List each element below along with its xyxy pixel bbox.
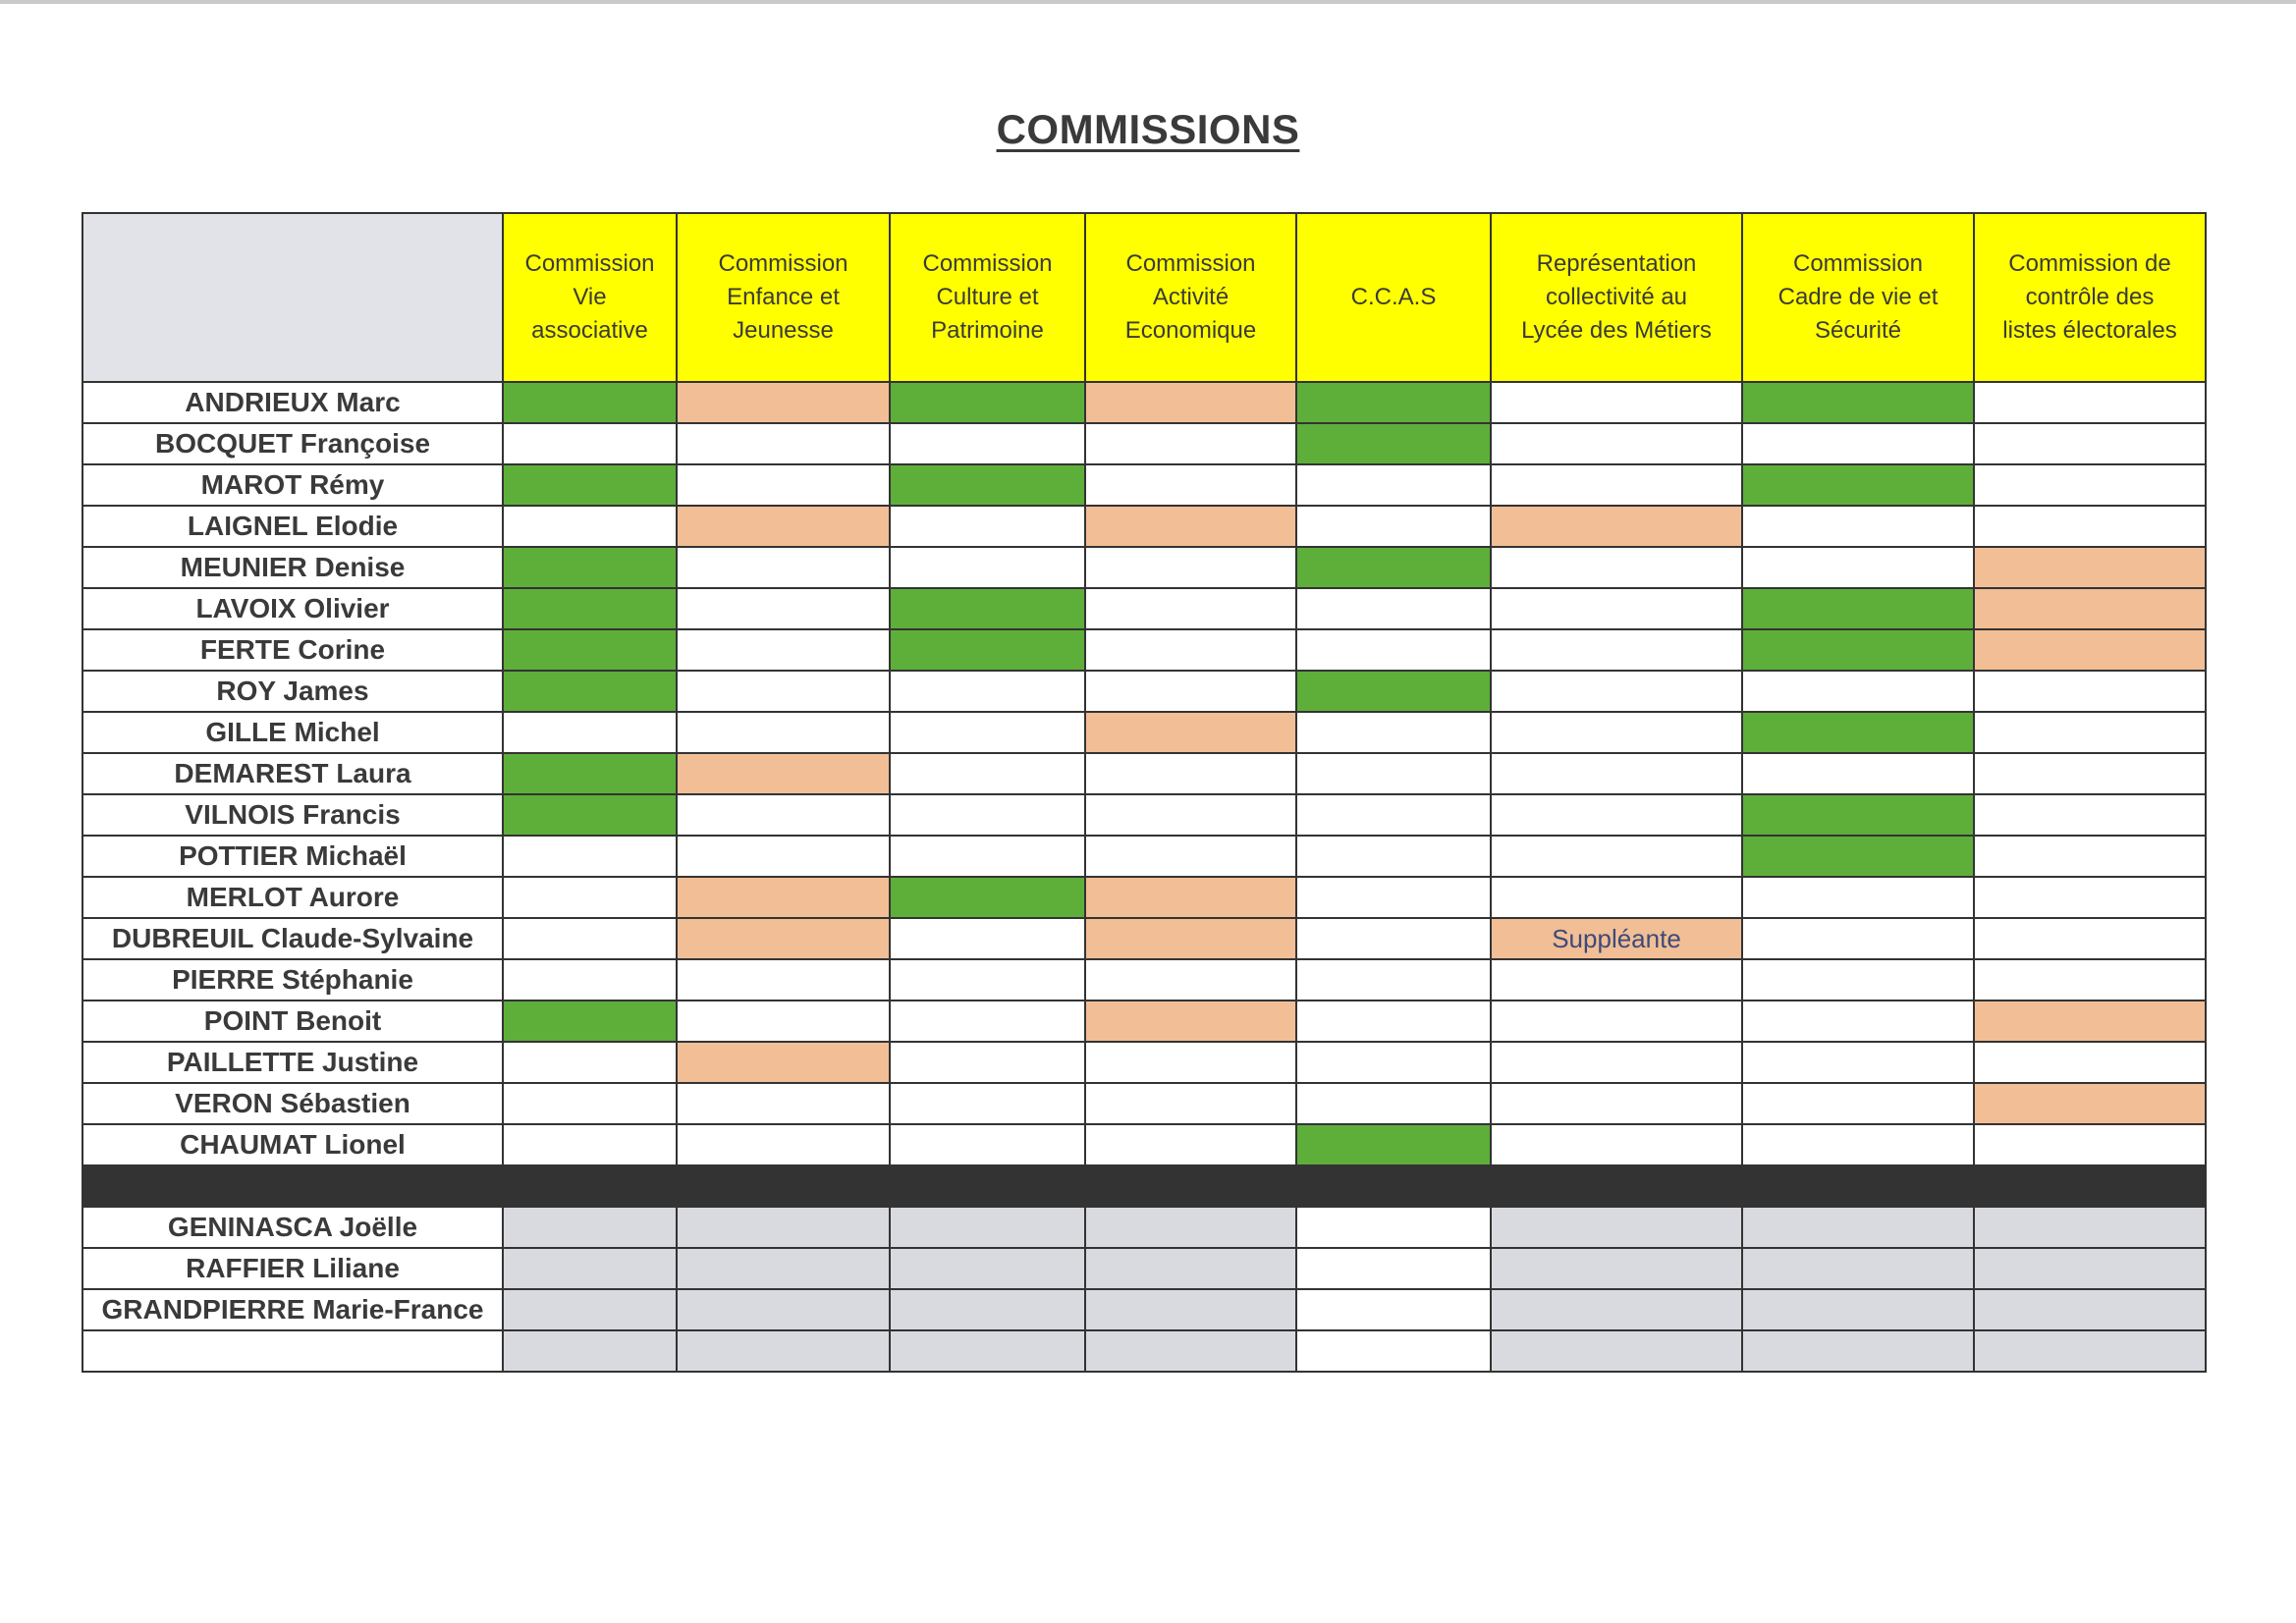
- empty-cell: [677, 588, 890, 629]
- empty-cell: [1742, 918, 1974, 959]
- table-row: [82, 423, 2206, 464]
- member-name: PAILLETTE Justine: [82, 1042, 503, 1083]
- column-header-line: associative: [531, 317, 648, 344]
- table-row: [82, 918, 2206, 959]
- member-name: VERON Sébastien: [82, 1083, 503, 1124]
- table-row: [82, 671, 2206, 712]
- table-row: [82, 1207, 2206, 1248]
- member-name: POTTIER Michaël: [82, 836, 503, 877]
- substitute-cell: [677, 918, 890, 959]
- table-row: [82, 1330, 2206, 1372]
- empty-cell: [1742, 1124, 1974, 1165]
- member-name: POINT Benoit: [82, 1001, 503, 1042]
- column-header-line: Lycée des Métiers: [1521, 317, 1712, 344]
- member-name: MERLOT Aurore: [82, 877, 503, 918]
- member-name: BOCQUET Françoise: [82, 423, 503, 464]
- membership-cell: [503, 794, 677, 836]
- empty-cell: [890, 1083, 1085, 1124]
- column-header-line: Commission de: [2008, 250, 2171, 277]
- empty-cell: [677, 794, 890, 836]
- separator-cell: [890, 1165, 1085, 1207]
- separator-cell: [503, 1165, 677, 1207]
- membership-cell: [1296, 1124, 1491, 1165]
- column-header-line: Cadre de vie et: [1777, 284, 1939, 310]
- empty-cell: [1085, 1124, 1296, 1165]
- empty-cell: [1296, 588, 1491, 629]
- page-title: COMMISSIONS: [996, 106, 1300, 152]
- empty-cell: [890, 547, 1085, 588]
- table-row: [82, 464, 2206, 506]
- empty-cell: [1085, 547, 1296, 588]
- membership-cell: [503, 629, 677, 671]
- empty-cell: [1296, 1042, 1491, 1083]
- table-row: [82, 588, 2206, 629]
- empty-cell: [1491, 1124, 1742, 1165]
- member-name: MEUNIER Denise: [82, 547, 503, 588]
- shaded-cell: [890, 1330, 1085, 1372]
- empty-cell: [1491, 382, 1742, 423]
- substitute-cell: [1085, 918, 1296, 959]
- membership-cell: [1742, 588, 1974, 629]
- shaded-cell: [890, 1289, 1085, 1330]
- table-row: [82, 547, 2206, 588]
- shaded-cell: [1085, 1330, 1296, 1372]
- empty-cell: [1085, 1083, 1296, 1124]
- empty-cell: [1085, 464, 1296, 506]
- empty-cell: [677, 959, 890, 1001]
- empty-cell: [1296, 1001, 1491, 1042]
- column-header-line: Commission: [718, 250, 848, 277]
- empty-cell: [1085, 794, 1296, 836]
- membership-cell: [1742, 464, 1974, 506]
- empty-cell: [1742, 877, 1974, 918]
- membership-cell: [1742, 629, 1974, 671]
- empty-cell: [1296, 959, 1491, 1001]
- column-header: [1296, 213, 1491, 382]
- column-header-line: Economique: [1124, 317, 1257, 344]
- membership-cell: [503, 671, 677, 712]
- column-header-line: Jeunesse: [733, 317, 834, 344]
- empty-cell: [1085, 836, 1296, 877]
- empty-cell: [1296, 464, 1491, 506]
- membership-cell: [503, 382, 677, 423]
- shaded-cell: [890, 1248, 1085, 1289]
- substitute-cell: [677, 1042, 890, 1083]
- shaded-cell: [1742, 1289, 1974, 1330]
- shaded-cell: [503, 1289, 677, 1330]
- membership-cell: [1742, 836, 1974, 877]
- empty-cell: [890, 1124, 1085, 1165]
- empty-cell: [890, 671, 1085, 712]
- membership-cell: [890, 464, 1085, 506]
- empty-cell: [1296, 794, 1491, 836]
- membership-cell: [503, 588, 677, 629]
- shaded-cell: [1491, 1248, 1742, 1289]
- column-header-line: Représentation: [1536, 250, 1697, 277]
- column-header: [503, 213, 677, 382]
- empty-cell: [677, 629, 890, 671]
- shaded-cell: [1491, 1207, 1742, 1248]
- empty-cell: [1491, 712, 1742, 753]
- header-corner: [82, 213, 503, 382]
- membership-cell: [1742, 382, 1974, 423]
- empty-cell: [677, 671, 890, 712]
- empty-cell: [1742, 671, 1974, 712]
- member-name: LAVOIX Olivier: [82, 588, 503, 629]
- empty-cell: [1742, 959, 1974, 1001]
- separator-cell: [1296, 1165, 1491, 1207]
- empty-cell: [1742, 753, 1974, 794]
- column-header-line: Commission: [1125, 250, 1256, 277]
- member-name: FERTE Corine: [82, 629, 503, 671]
- empty-cell: [1974, 671, 2206, 712]
- shaded-cell: [1085, 1248, 1296, 1289]
- empty-cell: [1974, 382, 2206, 423]
- shaded-cell: [1085, 1289, 1296, 1330]
- member-name: GENINASCA Joëlle: [82, 1207, 503, 1248]
- empty-cell: [1742, 423, 1974, 464]
- table-row: [82, 794, 2206, 836]
- column-header-line: C.C.A.S: [1350, 284, 1437, 310]
- shaded-cell: [503, 1248, 677, 1289]
- column-header-line: Commission: [524, 250, 655, 277]
- empty-cell: [1296, 1207, 1491, 1248]
- empty-cell: [1491, 836, 1742, 877]
- shaded-cell: [677, 1289, 890, 1330]
- empty-cell: [1491, 588, 1742, 629]
- empty-cell: [890, 836, 1085, 877]
- empty-cell: [677, 1124, 890, 1165]
- empty-cell: [890, 506, 1085, 547]
- member-name: PIERRE Stéphanie: [82, 959, 503, 1001]
- table-row: [82, 836, 2206, 877]
- table-row: [82, 1042, 2206, 1083]
- empty-cell: [1085, 423, 1296, 464]
- membership-cell: [1296, 382, 1491, 423]
- empty-cell: [890, 794, 1085, 836]
- table-row: [82, 629, 2206, 671]
- column-header-line: Commission: [1792, 250, 1924, 277]
- empty-cell: [1491, 1042, 1742, 1083]
- table-row: [82, 712, 2206, 753]
- shaded-cell: [677, 1248, 890, 1289]
- empty-cell: [1491, 1001, 1742, 1042]
- empty-cell: [1296, 629, 1491, 671]
- separator-cell: [1491, 1165, 1742, 1207]
- member-name: [82, 1330, 503, 1372]
- empty-cell: [503, 1042, 677, 1083]
- separator-cell: [677, 1165, 890, 1207]
- separator-cell: [1974, 1165, 2206, 1207]
- empty-cell: [1491, 753, 1742, 794]
- shaded-cell: [890, 1207, 1085, 1248]
- column-header-line: Activité: [1152, 284, 1230, 310]
- empty-cell: [677, 1083, 890, 1124]
- empty-cell: [1296, 877, 1491, 918]
- empty-cell: [890, 712, 1085, 753]
- separator-cell: [82, 1165, 503, 1207]
- empty-cell: [1974, 877, 2206, 918]
- column-header-line: Vie: [573, 284, 607, 310]
- empty-cell: [1296, 918, 1491, 959]
- shaded-cell: [1085, 1207, 1296, 1248]
- scan-edge: [0, 0, 2296, 4]
- table-row: [82, 1289, 2206, 1330]
- empty-cell: [1296, 1083, 1491, 1124]
- column-header: [1491, 213, 1742, 382]
- member-name: CHAUMAT Lionel: [82, 1124, 503, 1165]
- column-header-line: Sécurité: [1814, 317, 1902, 344]
- commissions-table: [82, 212, 2207, 1373]
- column-header: [1085, 213, 1296, 382]
- empty-cell: [1085, 588, 1296, 629]
- membership-cell: [1296, 423, 1491, 464]
- substitute-cell: [1491, 506, 1742, 547]
- member-name: MAROT Rémy: [82, 464, 503, 506]
- shaded-cell: [677, 1207, 890, 1248]
- empty-cell: [1742, 1083, 1974, 1124]
- header-row: [82, 213, 2206, 382]
- empty-cell: [1491, 547, 1742, 588]
- column-header-line: contrôle des: [2025, 284, 2155, 310]
- shaded-cell: [1742, 1248, 1974, 1289]
- member-name: RAFFIER Liliane: [82, 1248, 503, 1289]
- empty-cell: [1085, 959, 1296, 1001]
- empty-cell: [1974, 918, 2206, 959]
- empty-cell: [1296, 1289, 1491, 1330]
- membership-cell: [503, 753, 677, 794]
- empty-cell: [890, 423, 1085, 464]
- substitute-cell: [1974, 1001, 2206, 1042]
- substitute-cell: [1974, 588, 2206, 629]
- empty-cell: [1742, 506, 1974, 547]
- empty-cell: [890, 918, 1085, 959]
- column-header: [1742, 213, 1974, 382]
- empty-cell: [1296, 1248, 1491, 1289]
- empty-cell: [1296, 712, 1491, 753]
- empty-cell: [1974, 1042, 2206, 1083]
- shaded-cell: [1974, 1207, 2206, 1248]
- empty-cell: [890, 1042, 1085, 1083]
- substitute-cell: [677, 753, 890, 794]
- empty-cell: [503, 836, 677, 877]
- substitute-cell: [1974, 1083, 2206, 1124]
- shaded-cell: [1491, 1289, 1742, 1330]
- empty-cell: [1742, 1001, 1974, 1042]
- empty-cell: [503, 877, 677, 918]
- shaded-cell: [1742, 1207, 1974, 1248]
- table-row: [82, 506, 2206, 547]
- empty-cell: [890, 753, 1085, 794]
- empty-cell: [503, 959, 677, 1001]
- separator-row: [82, 1165, 2206, 1207]
- member-name: DUBREUIL Claude-Sylvaine: [82, 918, 503, 959]
- empty-cell: [1491, 423, 1742, 464]
- empty-cell: [677, 464, 890, 506]
- empty-cell: [503, 712, 677, 753]
- shaded-cell: [1974, 1330, 2206, 1372]
- table-row: [82, 753, 2206, 794]
- substitute-cell: [1085, 712, 1296, 753]
- membership-cell: [503, 1001, 677, 1042]
- empty-cell: [1296, 1330, 1491, 1372]
- empty-cell: [1491, 629, 1742, 671]
- member-name: GILLE Michel: [82, 712, 503, 753]
- empty-cell: [1974, 753, 2206, 794]
- column-header: [1974, 213, 2206, 382]
- empty-cell: [503, 423, 677, 464]
- empty-cell: [890, 1001, 1085, 1042]
- empty-cell: [677, 712, 890, 753]
- empty-cell: [1491, 671, 1742, 712]
- empty-cell: [1974, 836, 2206, 877]
- membership-cell: [503, 547, 677, 588]
- membership-cell: [1296, 671, 1491, 712]
- empty-cell: [1974, 423, 2206, 464]
- table-row: [82, 1083, 2206, 1124]
- empty-cell: [1296, 753, 1491, 794]
- substitute-cell: [1085, 506, 1296, 547]
- empty-cell: [1085, 629, 1296, 671]
- substitute-cell: Suppléante: [1491, 918, 1742, 959]
- column-header-line: Patrimoine: [931, 317, 1044, 344]
- membership-cell: [890, 588, 1085, 629]
- empty-cell: [1742, 547, 1974, 588]
- membership-cell: [890, 382, 1085, 423]
- empty-cell: [1491, 1083, 1742, 1124]
- table-row: [82, 877, 2206, 918]
- empty-cell: [1296, 506, 1491, 547]
- empty-cell: [1085, 671, 1296, 712]
- empty-cell: [1491, 959, 1742, 1001]
- substitute-cell: [1085, 1001, 1296, 1042]
- member-name: DEMAREST Laura: [82, 753, 503, 794]
- shaded-cell: [503, 1330, 677, 1372]
- table-row: [82, 1248, 2206, 1289]
- column-header-line: collectivité au: [1545, 284, 1688, 310]
- empty-cell: [1974, 712, 2206, 753]
- substitute-cell: [677, 877, 890, 918]
- substitute-cell: [677, 382, 890, 423]
- empty-cell: [1974, 794, 2206, 836]
- separator-cell: [1742, 1165, 1974, 1207]
- shaded-cell: [1974, 1289, 2206, 1330]
- empty-cell: [1296, 836, 1491, 877]
- table-row: [82, 959, 2206, 1001]
- membership-cell: [1742, 712, 1974, 753]
- empty-cell: [503, 918, 677, 959]
- empty-cell: [677, 547, 890, 588]
- shaded-cell: [677, 1330, 890, 1372]
- empty-cell: [503, 1124, 677, 1165]
- empty-cell: [1974, 959, 2206, 1001]
- column-header-line: Commission: [922, 250, 1053, 277]
- table-body: [82, 382, 2206, 1372]
- table-row: [82, 382, 2206, 423]
- column-header: [890, 213, 1085, 382]
- empty-cell: [1974, 464, 2206, 506]
- column-header-line: listes électorales: [2002, 317, 2177, 344]
- table-row: [82, 1124, 2206, 1165]
- membership-cell: [1296, 547, 1491, 588]
- substitute-cell: [677, 506, 890, 547]
- substitute-cell: [1974, 629, 2206, 671]
- shaded-cell: [1491, 1330, 1742, 1372]
- membership-cell: [1742, 794, 1974, 836]
- table-row: [82, 1001, 2206, 1042]
- membership-cell: [503, 464, 677, 506]
- empty-cell: [890, 959, 1085, 1001]
- membership-cell: [890, 877, 1085, 918]
- column-header-line: Enfance et: [727, 284, 840, 310]
- shaded-cell: [503, 1207, 677, 1248]
- empty-cell: [1491, 464, 1742, 506]
- empty-cell: [1974, 1124, 2206, 1165]
- member-name: GRANDPIERRE Marie-France: [82, 1289, 503, 1330]
- shaded-cell: [1742, 1330, 1974, 1372]
- substitute-cell: [1085, 382, 1296, 423]
- empty-cell: [1491, 877, 1742, 918]
- column-header: [677, 213, 890, 382]
- empty-cell: [1974, 506, 2206, 547]
- empty-cell: [1491, 794, 1742, 836]
- member-name: ROY James: [82, 671, 503, 712]
- column-header-line: Culture et: [936, 284, 1039, 310]
- member-name: VILNOIS Francis: [82, 794, 503, 836]
- separator-cell: [1085, 1165, 1296, 1207]
- empty-cell: [677, 836, 890, 877]
- empty-cell: [677, 1001, 890, 1042]
- member-name: LAIGNEL Elodie: [82, 506, 503, 547]
- shaded-cell: [1974, 1248, 2206, 1289]
- empty-cell: [1742, 1042, 1974, 1083]
- membership-cell: [890, 629, 1085, 671]
- substitute-cell: [1974, 547, 2206, 588]
- member-name: ANDRIEUX Marc: [82, 382, 503, 423]
- empty-cell: [503, 506, 677, 547]
- empty-cell: [677, 423, 890, 464]
- empty-cell: [1085, 1042, 1296, 1083]
- empty-cell: [1085, 753, 1296, 794]
- empty-cell: [503, 1083, 677, 1124]
- substitute-cell: [1085, 877, 1296, 918]
